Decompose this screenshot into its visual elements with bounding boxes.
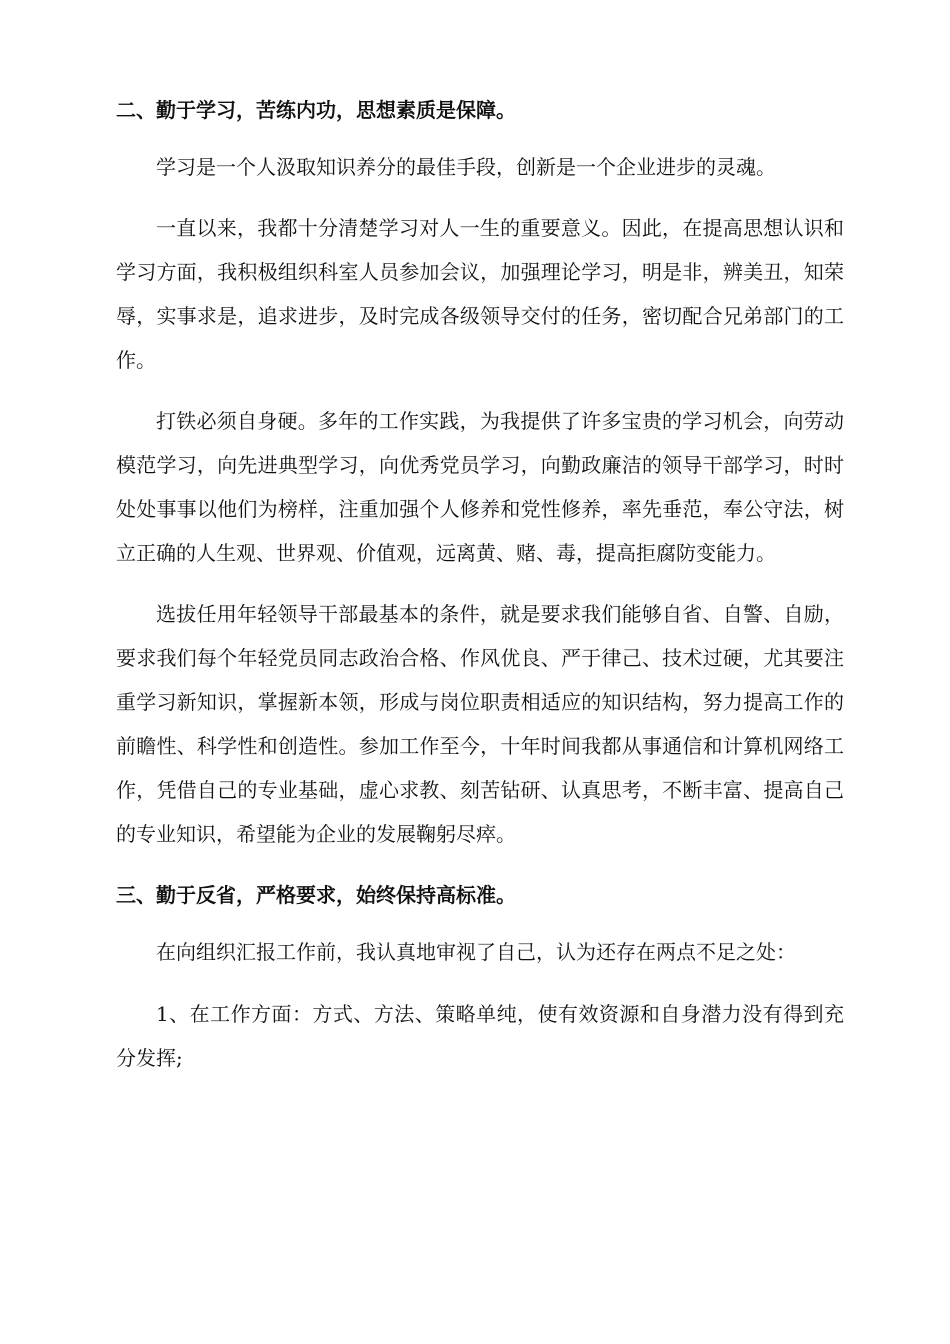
paragraph: 在向组织汇报工作前，我认真地审视了自己，认为还存在两点不足之处： — [156, 940, 796, 964]
spacer — [116, 132, 844, 145]
list-item: 1、在工作方面：方式、方法、策略单纯，使有效资源和自身潜力没有得到充分发挥; — [116, 1002, 844, 1070]
spacer — [116, 856, 844, 873]
paragraph: 学习是一个人汲取知识养分的最佳手段，创新是一个企业进步的灵魂。 — [156, 155, 776, 179]
spacer — [116, 974, 844, 992]
section-heading-3: 三、勤于反省，严格要求，始终保持高标准。 — [116, 883, 516, 907]
spacer — [116, 189, 844, 206]
paragraph: 一直以来，我都十分清楚学习对人一生的重要意义。因此，在提高思想认识和学习方面，我积极组织科室人员参加会议，加强理论学习，明是非，辨美丑，知荣辱，实事求是，追求进步，及时完成各级领导交付的任务，密切配合兄弟部门的工作。 — [116, 216, 844, 372]
spacer — [116, 575, 844, 592]
document-body — [116, 88, 844, 1080]
spacer — [116, 917, 844, 930]
paragraph: 选拔任用年轻领导干部最基本的条件，就是要求我们能够自省、自警、自励，要求我们每个年轻党员同志政治合格、作风优良、严于律己、技术过硬，尤其要注重学习新知识，掌握新本领，形成与岗位职责相适应的知识结构，努力提高工作的前瞻性、科学性和创造性。参加工作至今，十年时间我都从事通信和计算机网络工作，凭借自己的专业基础，虚心求教、刻苦钻研、认真思考，不断丰富、提高自己的专业知识，希望能为企业的发展鞠躬尽瘁。 — [116, 602, 844, 846]
paragraph: 打铁必须自身硬。多年的工作实践，为我提供了许多宝贵的学习机会，向劳动模范学习，向先进典型学习，向优秀党员学习，向勤政廉洁的领导干部学习，时时处处事事以他们为榜样，注重加强个人修养和党性修养，率先垂范，奉公守法，树立正确的人生观、世界观、价值观，远离黄、赌、毒，提高拒腐防变能力。 — [116, 409, 844, 565]
section-heading-2: 二、勤于学习，苦练内功，思想素质是保障。 — [116, 98, 516, 122]
spacer — [116, 382, 844, 399]
